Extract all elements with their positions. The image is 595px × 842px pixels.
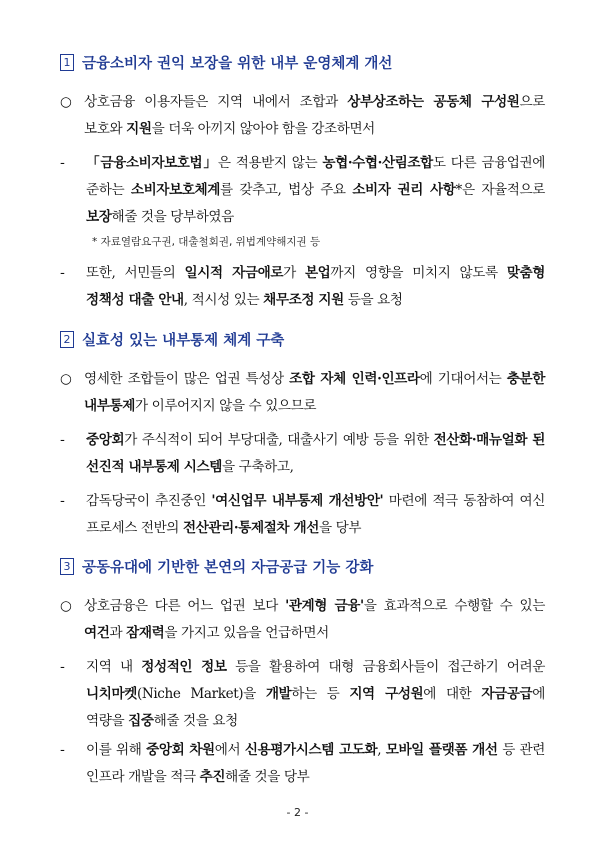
circle-bullet: ○ — [60, 371, 72, 387]
text-run: 가 주식적이 되어 부당대출, 대출사기 예방 등을 위한 — [124, 432, 434, 448]
section-number-box: 2 — [60, 331, 74, 348]
paragraph-body — [84, 366, 545, 420]
text-run: 을 가지고 있음을 언급하면서 — [164, 625, 329, 641]
dash-bullet: - — [60, 155, 65, 171]
section-title: 실효성 있는 내부통제 체계 구축 — [82, 333, 285, 349]
emphasis-text: 중앙회 차원 — [146, 742, 215, 758]
emphasis-text: 상부상조하는 공동체 구성원 — [347, 94, 520, 110]
emphasis-text: 개발 — [265, 686, 292, 702]
text-run: 에 기대어서는 — [419, 371, 507, 387]
emphasis-text: 지원 — [126, 121, 152, 137]
paragraph-body — [86, 737, 545, 791]
emphasis-text: 맞춤형 정책성 대출 안내 — [86, 265, 546, 308]
emphasis-text: 「금융소비자보호법」 — [86, 155, 218, 171]
text-run: 을 효과적으로 수행할 수 있는 — [363, 598, 545, 614]
emphasis-text: 신용평가시스템 고도화 — [244, 742, 378, 758]
emphasis-text: 전산관리·통제절차 개선 — [182, 520, 319, 536]
text-run: 가 이루어지지 않을 수 있으므로 — [134, 398, 317, 414]
emphasis-text: 소비자 권리 사항 — [352, 182, 456, 198]
text-run: 마련에 적극 동참하여 여신 프로세스 전반의 — [86, 493, 545, 536]
text-run: 등을 활용하여 대형 금융회사들이 접근하기 어려운 — [226, 659, 546, 675]
text-run: 은 적용받지 않는 — [217, 155, 323, 171]
dash-bullet: - — [60, 659, 65, 675]
text-run: 도 다른 금융업권에 준하는 — [86, 155, 545, 198]
section-title: 공동유대에 기반한 본연의 자금공급 기능 강화 — [82, 560, 374, 576]
paragraph-body — [86, 427, 545, 481]
text-run: 를 갖추고, 법상 주요 — [219, 182, 353, 198]
text-run: 에서 — [214, 742, 245, 758]
text-run: 영세한 조합들이 많은 업권 특성상 — [84, 371, 290, 387]
emphasis-text: '여신업무 내부통제 개선방안' — [211, 493, 384, 509]
emphasis-text: 니치마켓 — [86, 686, 137, 702]
section-title: 금융소비자 권익 보장을 위한 내부 운영체계 개선 — [82, 56, 393, 72]
emphasis-text: 자금공급 — [481, 686, 533, 702]
text-run: 가 — [283, 265, 305, 281]
emphasis-text: 충분한 내부통제 — [84, 371, 545, 414]
text-run: 감독당국이 추진중인 — [86, 493, 212, 509]
paragraph-item — [60, 488, 545, 542]
paragraph-item — [60, 150, 545, 231]
section-heading — [60, 556, 540, 577]
emphasis-text: 집중 — [128, 713, 154, 729]
text-run: 해줄 것을 요청 — [153, 713, 238, 729]
text-run: 에 대한 — [423, 686, 482, 702]
emphasis-text: 모바일 플랫폼 개선 — [385, 742, 498, 758]
paragraph-item — [60, 260, 545, 314]
section-heading — [60, 329, 540, 350]
emphasis-text: 지역 구성원 — [349, 686, 424, 702]
footnote: * 자료열람요구권, 대출철회권, 위법계약해지권 등 — [92, 236, 321, 248]
text-run: 을 더욱 아끼지 않아야 함을 강조하면서 — [151, 121, 375, 137]
circle-bullet: ○ — [60, 598, 72, 614]
emphasis-text: 일시적 자금애로 — [184, 265, 284, 281]
dash-bullet: - — [60, 742, 65, 758]
paragraph-item — [60, 654, 545, 735]
paragraph-body — [84, 89, 545, 143]
text-run: 상호금융 이용자들은 지역 내에서 조합과 — [84, 94, 348, 110]
section-heading — [60, 52, 540, 73]
emphasis-text: 본업 — [304, 265, 331, 281]
text-run: 에 역량을 — [86, 686, 545, 729]
page-number: - 2 - — [286, 806, 309, 819]
paragraph-item — [60, 89, 545, 143]
text-run: *은 자율적으로 — [455, 182, 545, 198]
emphasis-text: 소비자보호체계 — [130, 182, 220, 198]
dash-bullet: - — [60, 432, 65, 448]
emphasis-text: '관계형 금융' — [285, 598, 364, 614]
text-run: 하는 등 — [291, 686, 350, 702]
emphasis-text: 채무조정 지원 — [263, 292, 344, 308]
text-run: 등 관련 인프라 개발을 적극 — [86, 742, 545, 785]
text-run: 상호금융은 다른 어느 업권 보다 — [84, 598, 286, 614]
paragraph-body — [84, 593, 545, 647]
emphasis-text: 전산화·매뉴얼화 된 선진적 내부통제 시스템 — [86, 432, 545, 475]
text-run: , — [377, 742, 386, 758]
paragraph-body — [86, 654, 545, 735]
paragraph-body — [86, 150, 545, 231]
emphasis-text: 추진 — [199, 769, 226, 785]
text-run: 과 — [109, 625, 127, 641]
text-run: 해줄 것을 당부하였음 — [111, 209, 234, 225]
paragraph-item — [60, 366, 545, 420]
circle-bullet: ○ — [60, 94, 72, 110]
paragraph-item — [60, 737, 545, 791]
dash-bullet: - — [60, 493, 65, 509]
section-number-box: 3 — [60, 558, 74, 575]
paragraph-item — [60, 427, 545, 481]
emphasis-text: 여건 — [84, 625, 110, 641]
emphasis-text: 보장 — [86, 209, 112, 225]
paragraph-body — [86, 488, 545, 542]
paragraph-item — [60, 593, 545, 647]
text-run: (Niche Market)을 — [136, 686, 266, 702]
text-run: , 적시성 있는 — [183, 292, 264, 308]
text-run: 을 구축하고, — [221, 459, 294, 475]
emphasis-text: 조합 자체 인력·인프라 — [289, 371, 420, 387]
text-run: 등을 요청 — [343, 292, 403, 308]
text-run: 을 당부 — [318, 520, 362, 536]
text-run: 까지 영향을 미치지 않도록 — [330, 265, 507, 281]
emphasis-text: 농협·수협·산림조합 — [322, 155, 433, 171]
emphasis-text: 잠재력 — [126, 625, 165, 641]
text-run: 으로 보호와 — [84, 94, 545, 137]
paragraph-body — [86, 260, 545, 314]
emphasis-text: 중앙회 — [86, 432, 125, 448]
emphasis-text: 정성적인 정보 — [141, 659, 227, 675]
dash-bullet: - — [60, 265, 65, 281]
text-run: 해줄 것을 당부 — [225, 769, 310, 785]
text-run: 또한, 서민들의 — [86, 265, 185, 281]
section-number-box: 1 — [60, 54, 74, 71]
text-run: 이를 위해 — [86, 742, 147, 758]
text-run: 지역 내 — [86, 659, 142, 675]
